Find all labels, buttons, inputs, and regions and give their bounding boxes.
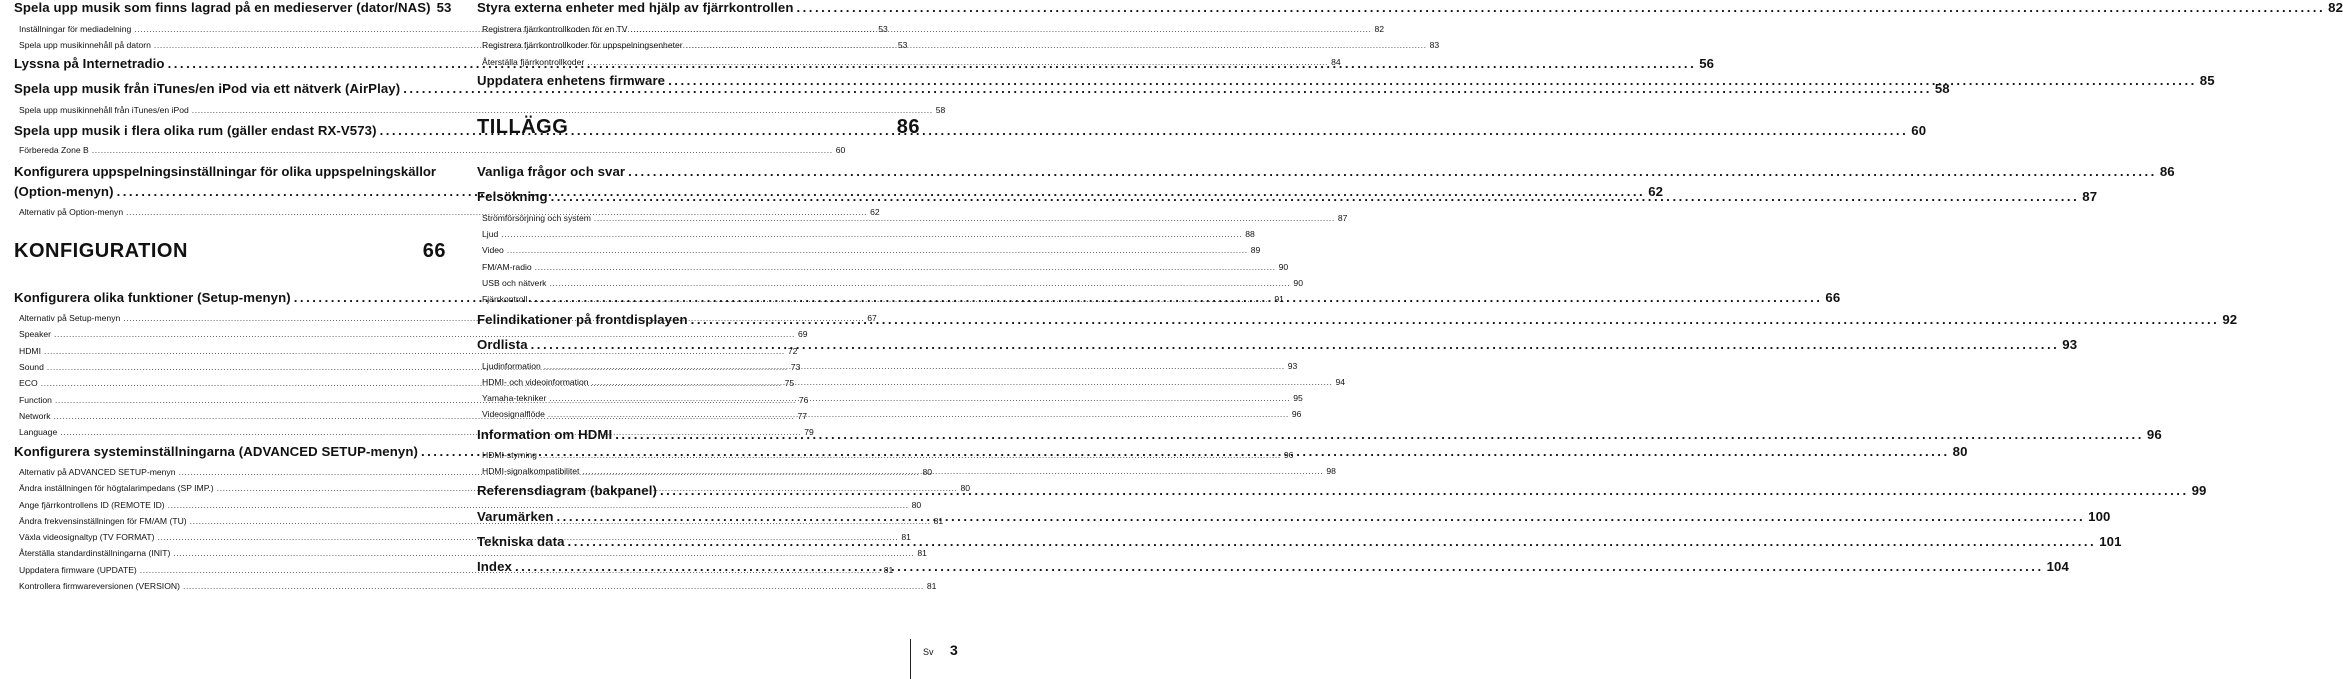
toc-subheading[interactable] <box>14 581 937 591</box>
toc-subheading-page-number: 98 <box>1326 466 1336 476</box>
toc-subheading-page-number: 81 <box>901 532 911 542</box>
toc-heading-page-number: 80 <box>1952 444 1968 459</box>
toc-subheading-page-number: 84 <box>1331 57 1341 67</box>
toc-subheading[interactable] <box>477 40 1440 50</box>
toc-subheading-page-number: 81 <box>933 516 944 526</box>
toc-subheading[interactable] <box>477 57 1341 67</box>
toc-subheading-title: Växla videosignaltyp (TV FORMAT) <box>19 532 155 542</box>
toc-heading-page-number: 58 <box>1934 81 1950 96</box>
toc-heading-page-number: 86 <box>2159 164 2175 179</box>
dot-leader <box>535 262 1276 272</box>
toc-subheading-page-number: 81 <box>926 581 937 591</box>
toc-subheading[interactable] <box>14 500 922 510</box>
toc-subheading-title: Spela upp musikinnehåll på datorn <box>19 40 151 50</box>
toc-heading[interactable] <box>477 0 2343 15</box>
toc-subheading-page-number: 87 <box>1337 213 1348 223</box>
toc-subheading[interactable] <box>477 229 1255 239</box>
toc-subheading[interactable] <box>477 450 1294 460</box>
toc-subheading[interactable] <box>477 294 1284 304</box>
toc-subheading-page-number: 83 <box>1429 40 1440 50</box>
dot-leader <box>628 164 2157 179</box>
toc-subheading-page-number: 81 <box>917 548 927 558</box>
dot-leader <box>501 229 1242 239</box>
dot-leader <box>557 509 2086 524</box>
toc-subheading-title: Återställa standardinställningarna (INIT) <box>19 548 171 558</box>
toc-heading-page-number: 92 <box>2222 312 2238 327</box>
dot-leader <box>592 377 1333 387</box>
toc-subheading[interactable] <box>477 377 1346 387</box>
toc-heading-page-number: 60 <box>1911 123 1927 138</box>
toc-heading-title: Vanliga frågor och svar <box>477 164 626 179</box>
toc-heading[interactable] <box>477 559 2069 574</box>
toc-subheading-title: Speaker <box>19 329 52 339</box>
toc-heading-title: Information om HDMI <box>477 427 613 442</box>
toc-heading-title: Spela upp musik från iTunes/en iPod via ett nätverk (AirPlay) <box>14 81 401 96</box>
dot-leader <box>92 145 833 155</box>
toc-subheading-title: Registrera fjärrkontrollkoden för en TV <box>482 24 628 34</box>
toc-subheading-title: Ange fjärrkontrollens ID (REMOTE ID) <box>19 500 165 510</box>
toc-heading-page-number: 96 <box>2146 427 2162 442</box>
dot-leader <box>192 105 933 115</box>
dot-leader <box>183 581 924 591</box>
toc-subheading-title: ECO <box>19 378 38 388</box>
dot-leader <box>796 0 2325 15</box>
dot-leader <box>530 294 1271 304</box>
toc-subheading[interactable] <box>477 361 1298 371</box>
toc-subheading-title: Video <box>482 245 504 255</box>
dot-leader <box>568 534 2097 549</box>
toc-subheading-title: Language <box>19 427 58 437</box>
toc-subheading-title: USB och nätverk <box>482 278 547 288</box>
toc-subheading-title: Yamaha-tekniker <box>482 393 547 403</box>
toc-heading-title: Spela upp musik som finns lagrad på en medieserver (dator/NAS) <box>14 0 431 15</box>
toc-subheading-title: Function <box>19 395 52 405</box>
toc-subheading-page-number: 69 <box>797 329 808 339</box>
toc-subheading-page-number: 91 <box>1274 294 1284 304</box>
toc-heading-title: Referensdiagram (bakpanel) <box>477 483 657 498</box>
toc-subheading-page-number: 80 <box>960 483 971 493</box>
toc-subheading-page-number: 96 <box>1283 450 1294 460</box>
dot-leader <box>515 559 2044 574</box>
toc-heading-page-number: 101 <box>2099 534 2122 549</box>
dot-leader <box>631 24 1372 34</box>
toc-subheading-title: Uppdatera firmware (UPDATE) <box>19 565 137 575</box>
toc-subheading[interactable] <box>477 213 1348 223</box>
dot-leader <box>615 427 2144 442</box>
toc-heading-page-number: 53 <box>436 0 452 15</box>
toc-subheading[interactable] <box>14 346 798 356</box>
toc-subheading-title: FM/AM-radio <box>482 262 532 272</box>
toc-subheading-title: Network <box>19 411 51 421</box>
footer-divider <box>910 639 911 679</box>
toc-subheading-title: Alternativ på ADVANCED SETUP-menyn <box>19 467 176 477</box>
toc-heading-title: Uppdatera enhetens firmware <box>477 73 666 88</box>
toc-subheading-page-number: 88 <box>1245 229 1255 239</box>
toc-heading-title: Konfigurera uppspelningsinställningar för olika uppspelningskällor <box>14 164 437 179</box>
toc-subheading-title: HDMI <box>19 346 41 356</box>
toc-subheading-page-number: 80 <box>922 467 932 477</box>
toc-heading-page-number: 99 <box>2191 483 2207 498</box>
toc-subheading-title: Alternativ på Option-menyn <box>19 207 124 217</box>
toc-heading-page-number: 87 <box>2082 189 2098 204</box>
toc-subheading[interactable] <box>14 105 946 115</box>
toc-subheading-page-number: 53 <box>897 40 908 50</box>
toc-subheading-page-number: 81 <box>883 565 894 575</box>
toc-heading[interactable] <box>477 164 2175 179</box>
toc-heading[interactable] <box>477 312 2238 327</box>
toc-subheading-page-number: 77 <box>797 411 808 421</box>
dot-leader <box>549 278 1290 288</box>
dot-leader <box>549 393 1290 403</box>
toc-subheading-title: Fjärrkontroll <box>482 294 528 304</box>
dot-leader <box>668 73 2197 88</box>
dot-leader <box>507 245 1248 255</box>
dot-leader <box>587 57 1328 67</box>
toc-heading[interactable] <box>477 337 2078 352</box>
toc-heading-title: Styra externa enheter med hjälp av fjärrkontrollen <box>477 0 794 15</box>
dot-leader <box>551 189 2080 204</box>
toc-subheading-title: Återställa fjärrkontrollkoder <box>482 57 585 67</box>
toc-heading-title: Tekniska data <box>477 534 565 549</box>
toc-subheading[interactable] <box>477 24 1385 34</box>
toc-subheading[interactable] <box>477 393 1303 403</box>
toc-heading-title: (Option-menyn) <box>14 184 114 199</box>
dot-leader <box>531 337 2060 352</box>
dot-leader <box>686 40 1427 50</box>
toc-heading-title: Konfigurera systeminställningarna (ADVANCED SETUP-menyn) <box>14 444 418 459</box>
toc-subheading-page-number: 58 <box>935 105 946 115</box>
toc-heading-page-number: 82 <box>2328 0 2343 15</box>
toc-heading[interactable] <box>477 534 2122 549</box>
toc-subheading[interactable] <box>14 207 880 217</box>
toc-subheading[interactable] <box>477 262 1289 272</box>
dot-leader <box>540 450 1281 460</box>
toc-heading-page-number: 93 <box>2062 337 2078 352</box>
toc-subheading-page-number: 94 <box>1335 377 1346 387</box>
toc-subheading-page-number: 82 <box>1374 24 1385 34</box>
toc-subheading-title: HDMI-styrning <box>482 450 537 460</box>
toc-heading-title: Varumärken <box>477 509 554 524</box>
toc-subheading[interactable] <box>477 409 1302 419</box>
toc-heading[interactable] <box>477 427 2162 442</box>
toc-subheading-page-number: 67 <box>867 313 877 323</box>
page-number: 3 <box>950 642 958 658</box>
toc-subheading-title: HDMI- och videoinformation <box>482 377 589 387</box>
toc-heading-title: Lyssna på Internetradio <box>14 56 165 71</box>
toc-subheading-title: Spela upp musikinnehåll från iTunes/en iPod <box>19 105 189 115</box>
toc-subheading-page-number: 53 <box>878 24 888 34</box>
toc-subheading-page-number: 96 <box>1291 409 1302 419</box>
toc-heading-title: Felindikationer på frontdisplayen <box>477 312 688 327</box>
toc-subheading-title: Ljud <box>482 229 499 239</box>
toc-subheading-title: Sound <box>19 362 44 372</box>
dot-leader <box>691 312 2220 327</box>
dot-leader <box>582 466 1323 476</box>
toc-chapter[interactable] <box>477 116 920 139</box>
toc-chapter-title: TILLÄGG <box>477 116 569 138</box>
toc-heading[interactable] <box>477 73 2215 88</box>
toc-subheading-page-number: 90 <box>1278 262 1289 272</box>
dot-leader <box>548 409 1289 419</box>
toc-subheading-page-number: 79 <box>804 427 814 437</box>
toc-subheading-page-number: 73 <box>790 362 801 372</box>
toc-subheading-title: Alternativ på Setup-menyn <box>19 313 121 323</box>
toc-subheading-page-number: 90 <box>1293 278 1303 288</box>
toc-subheading-page-number: 72 <box>787 346 798 356</box>
toc-subheading-title: Strömförsörjning och system <box>482 213 591 223</box>
toc-chapter-page-number: 66 <box>422 240 446 262</box>
dot-leader <box>173 548 914 558</box>
toc-subheading-page-number: 75 <box>784 378 795 388</box>
toc-heading-page-number: 85 <box>2199 73 2215 88</box>
toc-subheading-title: Förbereda Zone B <box>19 145 89 155</box>
toc-subheading-title: HDMI-signalkompatibilitet <box>482 466 580 476</box>
toc-heading-title: Spela upp musik i flera olika rum (gäller endast RX-V573) <box>14 123 377 138</box>
toc-heading-page-number: 66 <box>1825 290 1841 305</box>
toc-subheading-title: Ändra frekvensinställningen för FM/AM (TU) <box>19 516 187 526</box>
toc-heading-title: Index <box>477 559 512 574</box>
toc-subheading[interactable] <box>14 145 846 155</box>
toc-chapter-page-number: 86 <box>896 116 920 138</box>
toc-heading-page-number: 62 <box>1648 184 1664 199</box>
footer-language: Sv <box>923 647 934 657</box>
toc-heading-title: Konfigurera olika funktioner (Setup-menyn) <box>14 290 291 305</box>
toc-subheading-page-number: 76 <box>798 395 809 405</box>
toc-subheading[interactable] <box>14 329 808 339</box>
toc-heading-page-number: 104 <box>2046 559 2069 574</box>
toc-subheading-title: Registrera fjärrkontrollkoder för uppspelningsenheter <box>482 40 683 50</box>
toc-subheading[interactable] <box>14 548 927 558</box>
toc-subheading-page-number: 89 <box>1250 245 1261 255</box>
toc-heading[interactable] <box>14 164 446 179</box>
toc-subheading-title: Ändra inställningen för högtalarimpedans (SP IMP.) <box>19 483 214 493</box>
toc-subheading[interactable] <box>477 245 1261 255</box>
toc-chapter-title: KONFIGURATION <box>14 240 188 262</box>
toc-subheading-title: Ljudinformation <box>482 361 541 371</box>
toc-heading-title: Felsökning <box>477 189 548 204</box>
toc-subheading-page-number: 62 <box>870 207 880 217</box>
toc-heading-page-number: 100 <box>2088 509 2111 524</box>
toc-heading[interactable] <box>14 81 1950 96</box>
toc-subheading-page-number: 95 <box>1293 393 1303 403</box>
toc-chapter[interactable] <box>14 240 446 263</box>
toc-subheading-page-number: 80 <box>911 500 922 510</box>
toc-subheading-title: Kontrollera firmwareversionen (VERSION) <box>19 581 180 591</box>
toc-subheading-title: Videosignalflöde <box>482 409 545 419</box>
toc-subheading-page-number: 93 <box>1287 361 1298 371</box>
toc-heading-page-number: 56 <box>1699 56 1715 71</box>
dot-leader <box>660 483 2189 498</box>
dot-leader <box>544 361 1285 371</box>
toc-subheading-page-number: 60 <box>835 145 846 155</box>
toc-heading[interactable] <box>14 0 452 15</box>
toc-heading-title: Ordlista <box>477 337 528 352</box>
toc-subheading[interactable] <box>477 278 1303 288</box>
toc-subheading-title: Inställningar för mediadelning <box>19 24 132 34</box>
dot-leader <box>594 213 1335 223</box>
